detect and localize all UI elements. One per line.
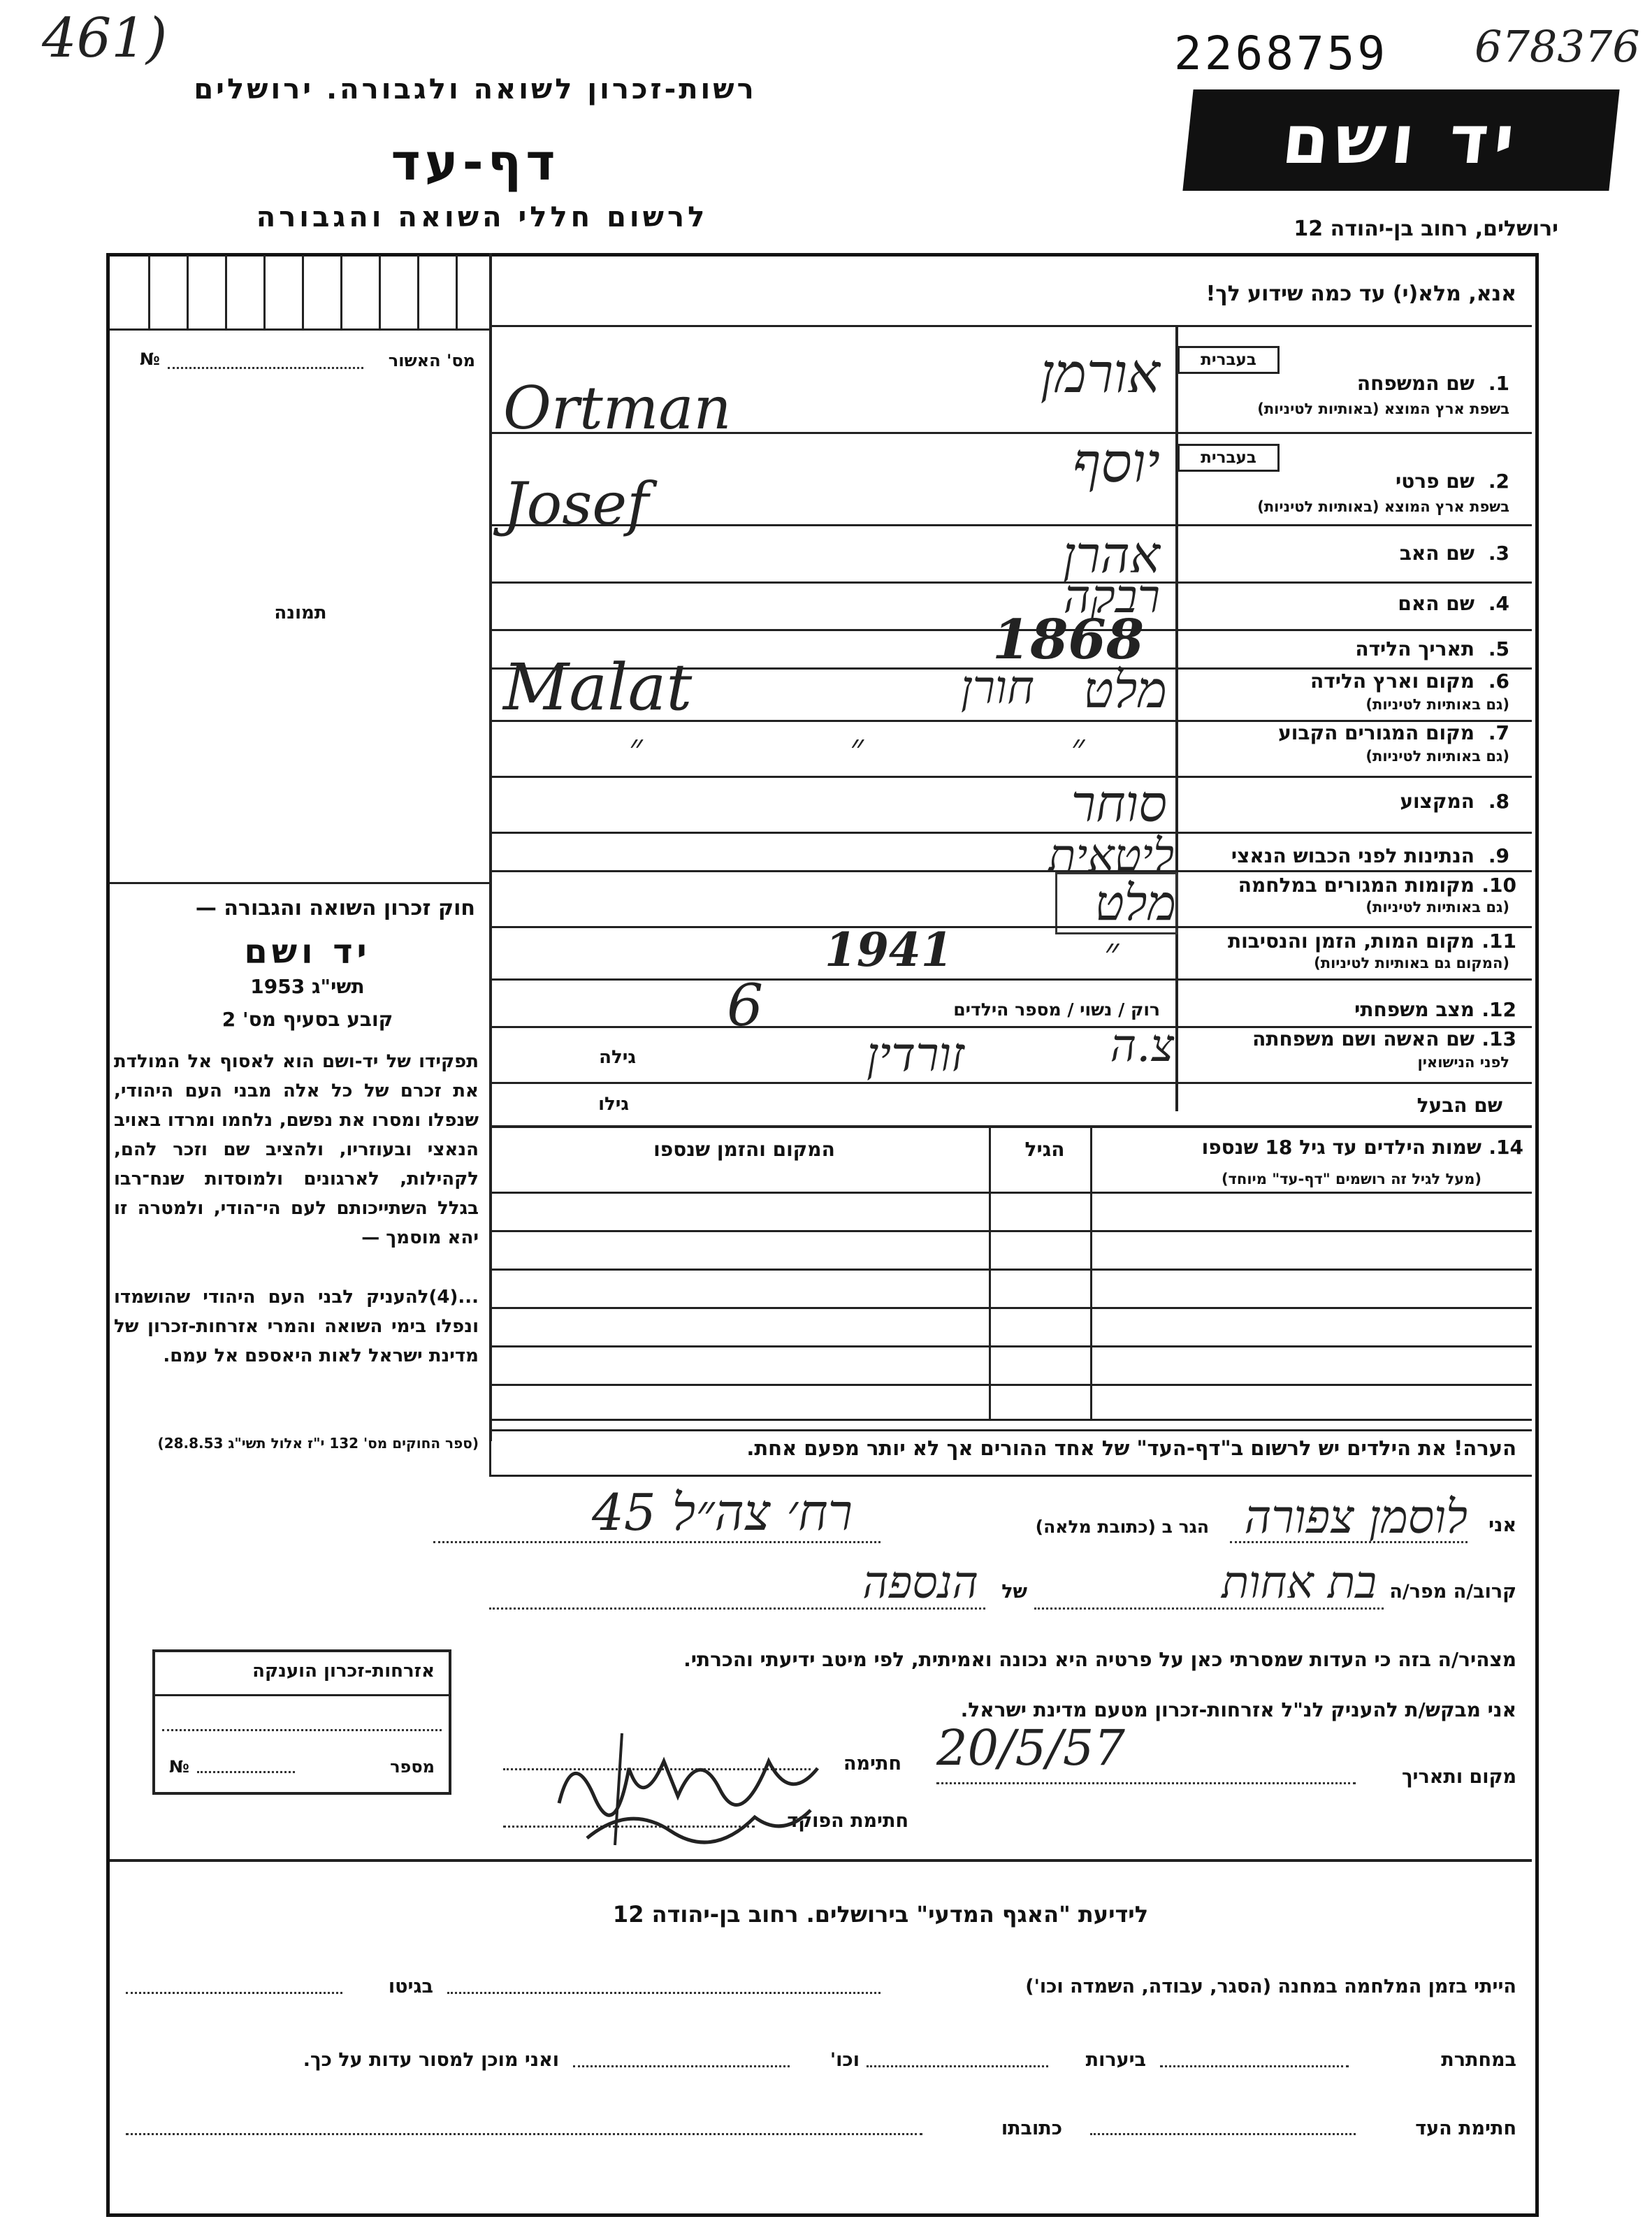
field-2-num: 2. (1488, 470, 1509, 493)
footer-partisans: במחתרת (1441, 2049, 1516, 2071)
children-age-header: הגיל (1024, 1138, 1065, 1161)
field-1-value-hebrew: אורמן (1040, 342, 1160, 405)
footer-ready: ואני מוכן למסור עדות על כך. (303, 2049, 559, 2071)
field-12-options: רוק / נשוי / מספר הילדים (953, 999, 1160, 1020)
field-12-label: מצב משפחתי (1354, 998, 1475, 1021)
field-10-label: מקומות המגורים במלחמה (1238, 874, 1475, 897)
law-body: תפקידו של יד-ושם הוא לאסוף אל המולדת את זכרם של כל אלה מבני העם היהודי, שנפלו ומסרו את נפשם, נלחמו ומרדו באויב הנאצי ובעוזריו, ולהציב שם וזכר להם, לקהילות, לארגונים ולמוסדות שנח־רבו בגלל השתייכותם לעם הי־הודי, ולמטרה זו יהא מוסמך — (114, 1051, 479, 1248)
field-13-value-2: צ.ה (1110, 1020, 1174, 1072)
law-name: יד ושם (244, 932, 371, 971)
field-9-num: 9. (1488, 844, 1509, 867)
page-title: דף-עד (391, 133, 560, 191)
document-number: 2268759 (1174, 27, 1389, 80)
law-title: חוק זכרון השואה והגבורה — (195, 896, 475, 920)
field-7-value: ״ ״ ״ (629, 727, 1183, 769)
field-3-value: אהרן (1062, 526, 1160, 584)
law-citation: (ספר החוקים מס' 132 י"ז אלול תשי"ג 28.8.53) (157, 1435, 479, 1452)
footer-forest: ביערות (1085, 2049, 1146, 2071)
children-note: הערה! את הילדים יש לרשום ב"דף-העד" של אחד ההורים אך לא יותר מפעם אחת. (746, 1436, 1516, 1460)
field-8-label: המקצוע (1400, 790, 1475, 813)
authority-name: רשות-זכרון לשואה ולגבורה. ירושלים (194, 73, 757, 106)
field-12-value: 6 (727, 973, 764, 1039)
field-13-label: שם האשה ושם משפחתה (1252, 1027, 1475, 1050)
of-label: של (1001, 1581, 1027, 1603)
field-8-num: 8. (1488, 790, 1509, 813)
field-6-value-latin: Malat (503, 650, 693, 725)
field-2-value-latin: Josef (503, 470, 649, 538)
yad-vashem-logo (1182, 89, 1619, 191)
field-10-sub: (גם באותיות לטיניות) (1365, 899, 1509, 916)
declarant-residing-label: הגר ב (כתובת מלאה) (1035, 1517, 1209, 1537)
page-subtitle: לרשום חללי השואה והגבורה (256, 201, 709, 233)
relative-label: קרוב/ה מפר/ה (1389, 1581, 1516, 1603)
citizenship-box (152, 1649, 451, 1795)
children-place-header: המקום והזמן שנספו (653, 1138, 835, 1161)
field-3-num: 3. (1488, 542, 1509, 565)
declarant-name: לוסמן צפורה (1244, 1490, 1468, 1544)
field-13-value: זורדין (866, 1027, 964, 1083)
field-4-label: שם האם (1398, 592, 1475, 615)
declaration-text: מצהיר/ה בזה כי העדות שמסרתי כאן על פרטיה היא נכונה ואמיתית, לפי מיטב ידיעתי והכרתי. (683, 1648, 1516, 1671)
field-10-num: 10. (1481, 874, 1516, 897)
field-14-label: שמות הילדים עד גיל 18 שנספו (1201, 1136, 1481, 1159)
field-2-value-hebrew: יוסף (1072, 432, 1160, 495)
field-6-sub: (גם באותיות לטיניות) (1365, 696, 1509, 713)
field-11-sub: (המקום גם באותיות לטיניות) (1314, 955, 1509, 971)
field-2-sub: בשפת ארץ המוצא (באותיות לטיניות) (1257, 498, 1509, 515)
law-year: תשי"ג 1953 (250, 975, 365, 998)
citizenship-box-title: אזרחות-זכרון הוענקה (252, 1661, 435, 1682)
official-signature-label: חתימת הפוקד (787, 1810, 908, 1832)
declarant-signature (545, 1719, 839, 1852)
field-5-value: 1868 (992, 608, 1145, 672)
form-instruction: אנא, מלא(י) עד כמה שידוע לך! (1205, 282, 1516, 306)
handwritten-folio: 461) (42, 7, 168, 70)
field-7-sub: (גם באותיות לטיניות) (1365, 748, 1509, 765)
field-10-value: מלט (1055, 872, 1178, 934)
field-1-num: 1. (1488, 372, 1509, 395)
footer-line-1: הייתי בזמן המלחמה במחנה (הסגר, עבודה, השמדה וכו') (1025, 1976, 1516, 1997)
field-9-value: ליטאית (1048, 830, 1174, 882)
declarant-ani-label: אני (1488, 1515, 1516, 1536)
field-11-num: 11. (1481, 930, 1516, 953)
field-4-value: רבקה (1063, 570, 1160, 623)
field-14-num: 14. (1488, 1136, 1523, 1159)
field-13-age-label: גילה (599, 1047, 636, 1068)
citizenship-no-mark: № (169, 1757, 189, 1777)
footer-ghetto: בגיטו (388, 1976, 433, 1997)
field-6-value-hebrew: מלט (1083, 660, 1167, 719)
relation-value: בת אחות (1222, 1557, 1377, 1609)
field-2-hebrew-tag: בעברית (1178, 444, 1280, 472)
field-2-label: שם פרטי (1395, 470, 1475, 493)
place-date-label: מקום ותאריך (1401, 1766, 1516, 1788)
address: ירושלים, רחוב בן-יהודה 12 (1294, 217, 1558, 241)
logo-text: יד ושם (1278, 101, 1524, 179)
field-4-num: 4. (1488, 592, 1509, 615)
field-12-num: 12. (1481, 998, 1516, 1021)
photo-label: תמונה (274, 602, 327, 623)
declarant-address: רח׳ צה״ל 45 (592, 1483, 853, 1542)
field-13-num: 13. (1481, 1027, 1516, 1050)
field-14-sub: (מעל לגיל זה רושמים "דף-עד" מיוחד) (1221, 1171, 1481, 1187)
field-6-num: 6. (1488, 670, 1509, 693)
handwritten-reference: 678376 (1475, 21, 1640, 72)
field-9-label: הנתינות לפני הכבוש הנאצי (1231, 844, 1475, 867)
field-5-label: תאריך הלידה (1355, 637, 1475, 660)
request-text: אני מבקש/ת להעניק לנ"ל אזרחות-זכרון מטעם מדינת ישראל. (960, 1698, 1516, 1721)
field-7-num: 7. (1488, 721, 1509, 744)
footer-address-label: כתובתו (1001, 2118, 1062, 2139)
field-11-value: 1941 (825, 923, 953, 977)
citizenship-number-label: מספר (390, 1757, 435, 1777)
deceased-value: הנספה (862, 1557, 978, 1609)
footer-title: לידיעת "האגף המדעי" בירושלים. רחוב בן-יהודה 12 (612, 1901, 1149, 1928)
husband-age-label: גילו (598, 1094, 629, 1115)
field-11-ditto: ״ (1104, 930, 1120, 975)
field-1-label: שם המשפחה (1356, 372, 1475, 395)
law-clause-4: ...(4)להעניק לבני העם היהודי שהושמדו ונפלו בימי השואה והמרי אזרחות-זכרון של מדינת ישראל לאות היאספם אל עמם. (114, 1287, 479, 1366)
law-clause: קובע בסעיף מס' 2 (222, 1008, 393, 1031)
husband-name-label: שם הבעל (1416, 1094, 1502, 1117)
certificate-no-mark: № (140, 349, 160, 369)
field-5-num: 5. (1488, 637, 1509, 660)
field-3-label: שם האב (1399, 542, 1475, 565)
footer-etc: וכו' (829, 2049, 860, 2071)
field-6-value-hebrew-2: חורן (960, 660, 1034, 714)
certificate-label: מס' האשור (388, 351, 475, 370)
footer-witness-signature: חתימת העד (1415, 2118, 1516, 2139)
field-1-sub: בשפת ארץ המוצא (באותיות לטיניות) (1257, 400, 1509, 417)
field-8-value: סוחר (1071, 774, 1167, 833)
field-11-label: מקום המות, הזמן והנסיבות (1227, 930, 1475, 953)
signature-label: חתימה (843, 1753, 901, 1775)
place-date-value: 20/5/57 (936, 1719, 1125, 1777)
field-6-label: מקום וארץ הלידה (1310, 670, 1475, 693)
field-7-label: מקום המגורים הקבוע (1278, 721, 1475, 744)
field-13-sub: לפני הנישואין (1417, 1054, 1509, 1071)
field-1-value-latin: Ortman (503, 374, 732, 442)
field-1-hebrew-tag: בעברית (1178, 346, 1280, 374)
